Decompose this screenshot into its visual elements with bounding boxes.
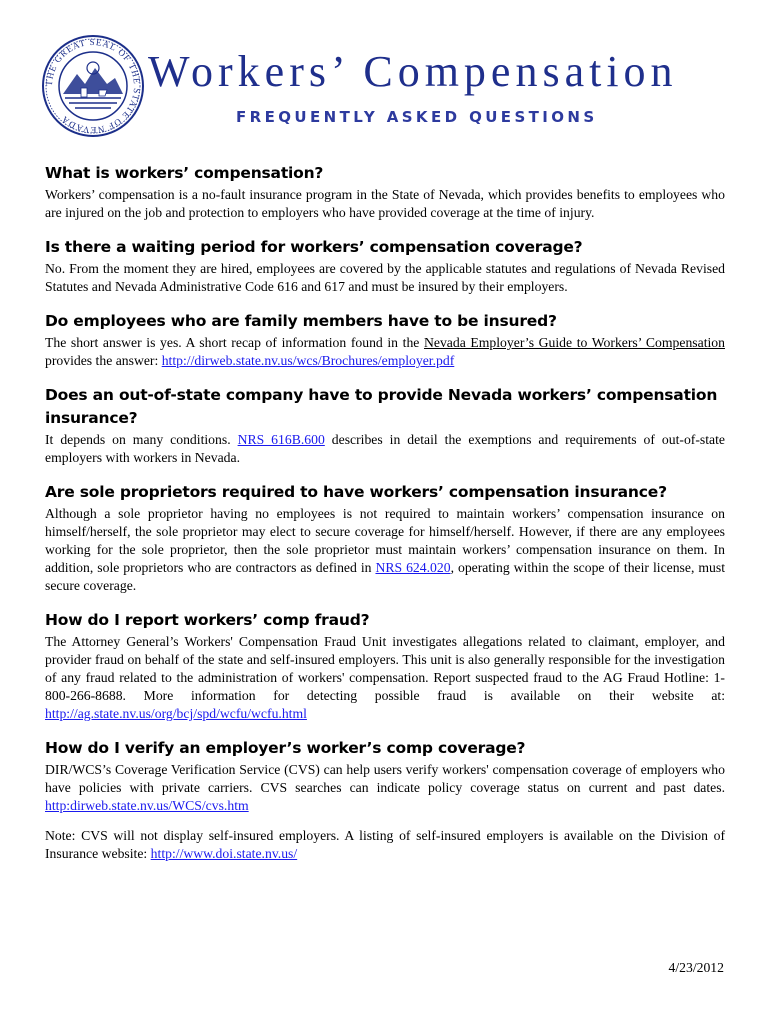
- faq-answer: [45, 334, 725, 370]
- nrs-624020-link[interactable]: NRS 624.020: [375, 560, 451, 575]
- faq-question: Is there a waiting period for workers’ compensation coverage?: [45, 238, 583, 256]
- doi-website-link[interactable]: http://www.doi.state.nv.us/: [150, 846, 298, 861]
- faq-item: [45, 609, 725, 723]
- cvs-link[interactable]: http:dirweb.state.nv.us/WCS/cvs.htm: [45, 798, 249, 813]
- document-date: 4/23/2012: [668, 960, 724, 975]
- nevada-state-seal: [41, 34, 145, 138]
- faq-list: [45, 162, 725, 877]
- answer-text: , operating within the scope of their license, must secure coverage.: [45, 560, 725, 593]
- fraud-unit-link[interactable]: http://ag.state.nv.us/org/bcj/spd/wcfu/wcfu.html: [45, 706, 307, 721]
- answer-text: The Attorney General’s Workers' Compensation Fraud Unit investigates allegations related to claimant, employer, and provider fraud on behalf of the state and self-insured employers. This unit is also generally responsible for the investigation of any fraud related to the administration of workers' compensation. Report suspected fraud to the AG Fraud Hotline: 1-800-266-8688. More information for detecting possible fraud is available on their website at:: [45, 634, 725, 703]
- faq-answer: Workers’ compensation is a no-fault insurance program in the State of Nevada, which provides benefits to employees who are injured on the job and protection to employers who have provided coverage at the time of injury.: [45, 187, 725, 220]
- faq-question: How do I report workers’ comp fraud?: [45, 611, 370, 629]
- page-title: Workers’ Compensation: [148, 47, 678, 96]
- answer-text: The short answer is yes. A short recap of information found in the: [45, 335, 424, 350]
- faq-item: [45, 481, 725, 595]
- employer-guide-link[interactable]: Nevada Employer’s Guide to Workers’ Compensation: [423, 335, 725, 350]
- answer-text: Although a sole proprietor having no employees is not required to maintain workers’ compensation insurance on himself/herself, the sole proprietor may elect to secure coverage for himself/herself. However, if there are any employees working for the sole proprietor, then the sole proprietor must maintain workers’ compensation insurance on them. In addition, sole proprietors who are contractors as defined in: [45, 506, 725, 575]
- faq-item: [45, 236, 725, 296]
- faq-answer: [45, 633, 725, 723]
- faq-question: Does an out-of-state company have to provide Nevada workers’ compensation insurance?: [45, 386, 718, 427]
- employer-brochure-link[interactable]: http://dirweb.state.nv.us/wcs/Brochures/employer.pdf: [161, 353, 455, 368]
- faq-question: How do I verify an employer’s worker’s comp coverage?: [45, 739, 526, 757]
- faq-note: [45, 827, 725, 863]
- seal-landscape-icon: [63, 62, 123, 108]
- faq-answer: No. From the moment they are hired, employees are covered by the applicable statutes and regulations of Nevada Revised Statutes and Nevada Administrative Code 616 and 617 and must be insured by their employers.: [45, 261, 725, 294]
- answer-text: describes in detail the exemptions and requirements of out-of-state employers with workers in Nevada.: [45, 432, 726, 465]
- answer-text: DIR/WCS’s Coverage Verification Service (CVS) can help users verify workers' compensation coverage of employers who have policies with private carriers. CVS searches can indicate policy coverage status on current and past dates.: [45, 762, 725, 795]
- faq-item: [45, 310, 725, 370]
- nrs-616b600-link[interactable]: NRS 616B.600: [237, 432, 325, 447]
- faq-item: [45, 162, 725, 222]
- faq-answer: [45, 505, 725, 595]
- faq-question: Are sole proprietors required to have workers’ compensation insurance?: [45, 483, 667, 501]
- note-text: Note: CVS will not display self-insured employers. A listing of self-insured employers is available on the Division of Insurance website:: [45, 828, 725, 861]
- page-subtitle: FREQUENTLY ASKED QUESTIONS: [236, 108, 598, 126]
- faq-answer: [45, 761, 725, 815]
- answer-text: provides the answer:: [45, 353, 162, 368]
- seal-lettering: THE GREAT SEAL OF THE STATE OF NEVADA: [43, 36, 143, 136]
- faq-question: Do employees who are family members have to be insured?: [45, 312, 557, 330]
- faq-item: [45, 384, 725, 467]
- answer-text: It depends on many conditions.: [45, 432, 238, 447]
- faq-question: What is workers’ compensation?: [45, 164, 324, 182]
- faq-answer: [45, 431, 725, 467]
- faq-item: [45, 737, 725, 863]
